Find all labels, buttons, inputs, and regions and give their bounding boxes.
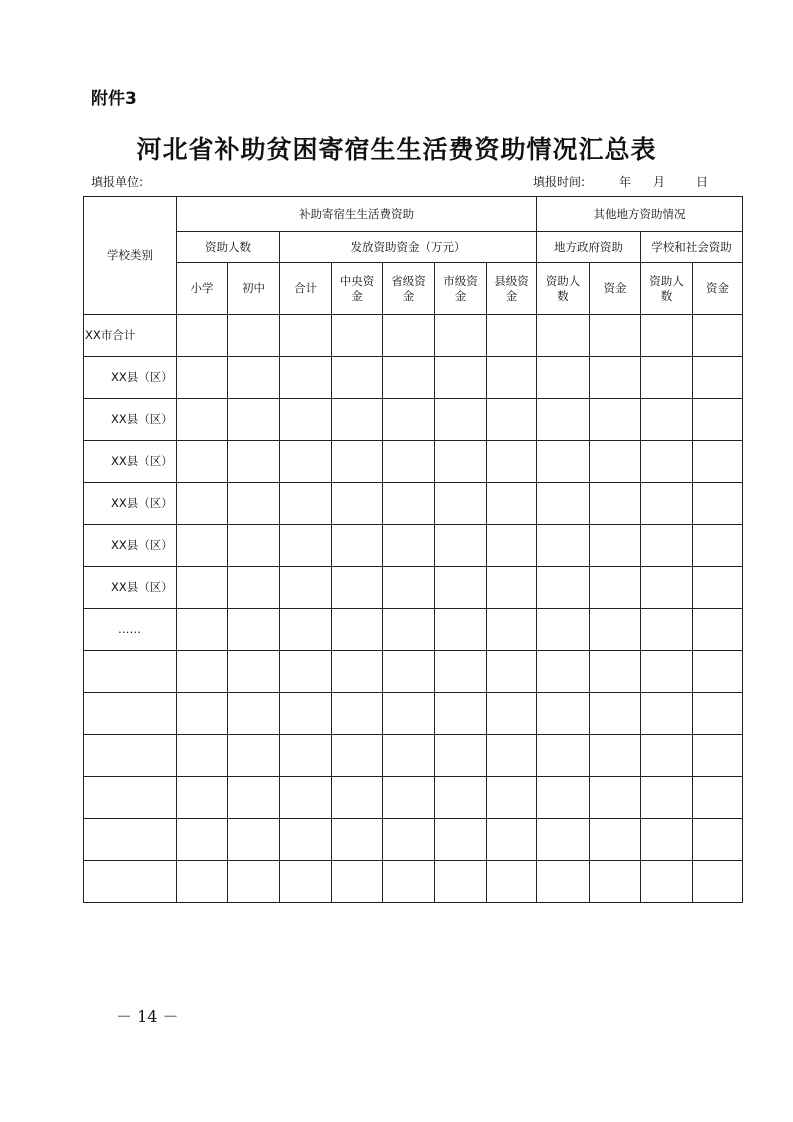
table-cell[interactable] xyxy=(435,861,487,903)
date-year-label: 年 xyxy=(619,175,632,189)
table-cell[interactable] xyxy=(487,441,537,483)
table-cell[interactable] xyxy=(435,819,487,861)
table-cell[interactable] xyxy=(280,357,332,399)
table-cell[interactable] xyxy=(487,819,537,861)
table-cell[interactable] xyxy=(641,567,693,609)
row-label xyxy=(84,693,177,735)
table-cell[interactable] xyxy=(228,693,280,735)
table-cell[interactable] xyxy=(487,357,537,399)
table-row xyxy=(84,651,743,693)
table-cell[interactable] xyxy=(435,651,487,693)
table-cell[interactable] xyxy=(280,441,332,483)
table-cell[interactable] xyxy=(590,609,641,651)
table-cell[interactable] xyxy=(177,735,228,777)
table-cell[interactable] xyxy=(228,399,280,441)
header-municipal-line2: 金 xyxy=(454,288,467,303)
row-label: XX县（区） xyxy=(84,567,177,609)
table-row xyxy=(84,399,743,441)
table-row xyxy=(84,693,743,735)
table-cell[interactable] xyxy=(177,315,228,357)
header-provincial-line1: 省级资 xyxy=(391,273,426,288)
table-cell[interactable] xyxy=(177,693,228,735)
table-cell[interactable] xyxy=(537,735,590,777)
table-cell[interactable] xyxy=(537,819,590,861)
header-school-category: 学校类别 xyxy=(84,197,177,315)
table-cell[interactable] xyxy=(641,777,693,819)
header-local-gov: 地方政府资助 xyxy=(537,232,641,263)
table-cell[interactable] xyxy=(383,399,435,441)
table-cell[interactable] xyxy=(435,567,487,609)
header-ss-count-line1: 资助人 xyxy=(649,273,684,288)
table-cell[interactable] xyxy=(280,777,332,819)
table-cell[interactable] xyxy=(693,399,743,441)
table-cell[interactable] xyxy=(383,609,435,651)
table-cell[interactable] xyxy=(487,651,537,693)
fill-time xyxy=(533,173,708,190)
table-cell[interactable] xyxy=(383,693,435,735)
header-primary: 小学 xyxy=(177,263,228,315)
header-school-social-count xyxy=(641,263,693,315)
date-month-label: 月 xyxy=(653,175,666,189)
row-label: XX县（区） xyxy=(84,399,177,441)
table-cell[interactable] xyxy=(228,819,280,861)
table-cell[interactable] xyxy=(537,399,590,441)
table-row xyxy=(84,441,743,483)
table-cell[interactable] xyxy=(383,777,435,819)
table-cell[interactable] xyxy=(487,609,537,651)
table-cell[interactable] xyxy=(487,399,537,441)
header-county-funds xyxy=(487,263,537,315)
table-cell[interactable] xyxy=(177,357,228,399)
header-county-line1: 县级资 xyxy=(494,273,529,288)
table-cell[interactable] xyxy=(177,819,228,861)
table-cell[interactable] xyxy=(280,735,332,777)
table-cell[interactable] xyxy=(228,609,280,651)
header-total: 合计 xyxy=(280,263,332,315)
table-cell[interactable] xyxy=(693,735,743,777)
table-cell[interactable] xyxy=(332,357,383,399)
table-cell[interactable] xyxy=(487,777,537,819)
table-row xyxy=(84,735,743,777)
table-cell[interactable] xyxy=(590,399,641,441)
table-cell[interactable] xyxy=(280,315,332,357)
table-cell[interactable] xyxy=(487,861,537,903)
table-row xyxy=(84,483,743,525)
header-provincial-funds xyxy=(383,263,435,315)
table-cell[interactable] xyxy=(641,399,693,441)
page-number: － 14 － xyxy=(116,1007,179,1026)
table-cell[interactable] xyxy=(228,651,280,693)
table-cell[interactable] xyxy=(332,609,383,651)
table-cell[interactable] xyxy=(383,525,435,567)
row-label: XX县（区） xyxy=(84,357,177,399)
header-funds-issued: 发放资助资金（万元） xyxy=(280,232,537,263)
table-cell[interactable] xyxy=(177,777,228,819)
table-cell[interactable] xyxy=(693,525,743,567)
table-cell[interactable] xyxy=(693,441,743,483)
table-cell[interactable] xyxy=(435,399,487,441)
table-cell[interactable] xyxy=(383,483,435,525)
table-cell[interactable] xyxy=(280,609,332,651)
table-row xyxy=(84,819,743,861)
table-cell[interactable] xyxy=(383,819,435,861)
table-cell[interactable] xyxy=(332,777,383,819)
table-cell[interactable] xyxy=(590,525,641,567)
table-cell[interactable] xyxy=(280,483,332,525)
table-cell[interactable] xyxy=(435,525,487,567)
row-label xyxy=(84,861,177,903)
table-cell[interactable] xyxy=(177,441,228,483)
row-label: XX县（区） xyxy=(84,483,177,525)
table-row xyxy=(84,777,743,819)
table-cell[interactable] xyxy=(641,693,693,735)
table-cell[interactable] xyxy=(435,693,487,735)
table-cell[interactable] xyxy=(693,651,743,693)
table-cell[interactable] xyxy=(590,693,641,735)
table-cell[interactable] xyxy=(228,777,280,819)
table-cell[interactable] xyxy=(177,651,228,693)
table-cell[interactable] xyxy=(590,315,641,357)
table-cell[interactable] xyxy=(332,819,383,861)
table-cell[interactable] xyxy=(280,525,332,567)
row-label: XX县（区） xyxy=(84,525,177,567)
row-label: XX县（区） xyxy=(84,441,177,483)
header-local-gov-funds: 资金 xyxy=(590,263,641,315)
fill-unit-label: 填报单位: xyxy=(91,175,144,189)
table-cell[interactable] xyxy=(641,609,693,651)
table-cell[interactable] xyxy=(487,693,537,735)
table-cell[interactable] xyxy=(435,483,487,525)
table-cell[interactable] xyxy=(280,819,332,861)
header-junior: 初中 xyxy=(228,263,280,315)
table-cell[interactable] xyxy=(383,861,435,903)
table-cell[interactable] xyxy=(590,441,641,483)
table-row xyxy=(84,609,743,651)
table-cell[interactable] xyxy=(332,693,383,735)
header-lg-count-line1: 资助人 xyxy=(545,273,581,288)
table-cell[interactable] xyxy=(537,357,590,399)
row-label: …… xyxy=(84,609,177,651)
row-label xyxy=(84,735,177,777)
table-cell[interactable] xyxy=(641,315,693,357)
header-central-funds xyxy=(332,263,383,315)
header-provincial-line2: 金 xyxy=(402,288,415,303)
header-central-line1: 中央资 xyxy=(339,273,375,288)
table-cell[interactable] xyxy=(228,735,280,777)
header-local-gov-count xyxy=(537,263,590,315)
table-row xyxy=(84,525,743,567)
table-cell[interactable] xyxy=(537,567,590,609)
table-cell[interactable] xyxy=(383,567,435,609)
table-cell[interactable] xyxy=(693,567,743,609)
table-cell[interactable] xyxy=(537,777,590,819)
table-cell[interactable] xyxy=(693,483,743,525)
table-body xyxy=(84,315,743,903)
table-cell[interactable] xyxy=(177,399,228,441)
table-cell[interactable] xyxy=(641,441,693,483)
table-cell[interactable] xyxy=(537,693,590,735)
table-row xyxy=(84,567,743,609)
table-cell[interactable] xyxy=(641,819,693,861)
header-school-social-funds: 资金 xyxy=(693,263,743,315)
table-row xyxy=(84,315,743,357)
table-cell[interactable] xyxy=(537,483,590,525)
header-aided-count: 资助人数 xyxy=(177,232,280,263)
table-cell[interactable] xyxy=(693,693,743,735)
table-cell[interactable] xyxy=(693,609,743,651)
table-cell[interactable] xyxy=(590,567,641,609)
header-other-group: 其他地方资助情况 xyxy=(537,197,743,232)
table-cell[interactable] xyxy=(641,651,693,693)
table-cell[interactable] xyxy=(383,441,435,483)
document-title: 河北省补助贫困寄宿生生活费资助情况汇总表 xyxy=(136,135,657,164)
table-cell[interactable] xyxy=(693,861,743,903)
table-cell[interactable] xyxy=(228,483,280,525)
header-municipal-line1: 市级资 xyxy=(443,273,478,288)
header-ss-count-line2: 数 xyxy=(660,288,673,303)
table-cell[interactable] xyxy=(641,357,693,399)
table-cell[interactable] xyxy=(487,735,537,777)
table-cell[interactable] xyxy=(590,735,641,777)
table-cell[interactable] xyxy=(332,483,383,525)
table-cell[interactable] xyxy=(228,567,280,609)
table-cell[interactable] xyxy=(693,819,743,861)
fill-time-label: 填报时间: xyxy=(533,175,586,189)
table-cell[interactable] xyxy=(590,483,641,525)
table-cell[interactable] xyxy=(228,861,280,903)
table-cell[interactable] xyxy=(641,525,693,567)
table-cell[interactable] xyxy=(537,525,590,567)
date-day-label: 日 xyxy=(696,175,709,189)
header-subsidy-group: 补助寄宿生生活费资助 xyxy=(177,197,537,232)
row-label xyxy=(84,819,177,861)
header-municipal-funds xyxy=(435,263,487,315)
table-cell[interactable] xyxy=(435,777,487,819)
table-cell[interactable] xyxy=(693,357,743,399)
table-cell[interactable] xyxy=(641,735,693,777)
table-cell[interactable] xyxy=(332,315,383,357)
table-cell[interactable] xyxy=(487,525,537,567)
table-cell[interactable] xyxy=(435,315,487,357)
header-school-social: 学校和社会资助 xyxy=(641,232,743,263)
attachment-label: 附件3 xyxy=(91,89,137,109)
table-row xyxy=(84,861,743,903)
table-cell[interactable] xyxy=(383,357,435,399)
table-cell[interactable] xyxy=(332,651,383,693)
row-label: XX市合计 xyxy=(84,315,177,357)
table-cell[interactable] xyxy=(487,315,537,357)
table-cell[interactable] xyxy=(332,399,383,441)
table-cell[interactable] xyxy=(332,861,383,903)
table-cell[interactable] xyxy=(228,441,280,483)
table-cell[interactable] xyxy=(487,567,537,609)
table-cell[interactable] xyxy=(641,483,693,525)
table-cell[interactable] xyxy=(435,735,487,777)
table-cell[interactable] xyxy=(537,609,590,651)
row-label xyxy=(84,777,177,819)
table-cell[interactable] xyxy=(590,357,641,399)
table-cell[interactable] xyxy=(537,861,590,903)
table-cell[interactable] xyxy=(280,861,332,903)
table-cell[interactable] xyxy=(280,651,332,693)
table-row xyxy=(84,357,743,399)
table-cell[interactable] xyxy=(177,861,228,903)
summary-table xyxy=(83,196,743,903)
table-cell[interactable] xyxy=(435,609,487,651)
table-cell[interactable] xyxy=(228,315,280,357)
table-cell[interactable] xyxy=(590,861,641,903)
table-cell[interactable] xyxy=(693,315,743,357)
table-cell[interactable] xyxy=(280,399,332,441)
header-lg-count-line2: 数 xyxy=(557,288,569,303)
table-cell[interactable] xyxy=(228,525,280,567)
table-cell[interactable] xyxy=(177,609,228,651)
table-cell[interactable] xyxy=(177,483,228,525)
row-label xyxy=(84,651,177,693)
table-cell[interactable] xyxy=(590,777,641,819)
table-cell[interactable] xyxy=(435,357,487,399)
table-cell[interactable] xyxy=(332,525,383,567)
header-county-line2: 金 xyxy=(505,288,518,303)
table-cell[interactable] xyxy=(332,735,383,777)
table-cell[interactable] xyxy=(641,861,693,903)
table-cell[interactable] xyxy=(280,567,332,609)
table-cell[interactable] xyxy=(693,777,743,819)
header-central-line2: 金 xyxy=(351,288,363,303)
table-cell[interactable] xyxy=(590,819,641,861)
table-cell[interactable] xyxy=(537,315,590,357)
table-cell[interactable] xyxy=(383,315,435,357)
table-cell[interactable] xyxy=(537,441,590,483)
table-cell[interactable] xyxy=(177,525,228,567)
table-cell[interactable] xyxy=(435,441,487,483)
table-cell[interactable] xyxy=(228,357,280,399)
table-cell[interactable] xyxy=(332,441,383,483)
table-cell[interactable] xyxy=(487,483,537,525)
table-cell[interactable] xyxy=(590,651,641,693)
table-cell[interactable] xyxy=(177,567,228,609)
table-cell[interactable] xyxy=(332,567,383,609)
table-cell[interactable] xyxy=(537,651,590,693)
table-cell[interactable] xyxy=(383,735,435,777)
table-cell[interactable] xyxy=(280,693,332,735)
table-cell[interactable] xyxy=(383,651,435,693)
